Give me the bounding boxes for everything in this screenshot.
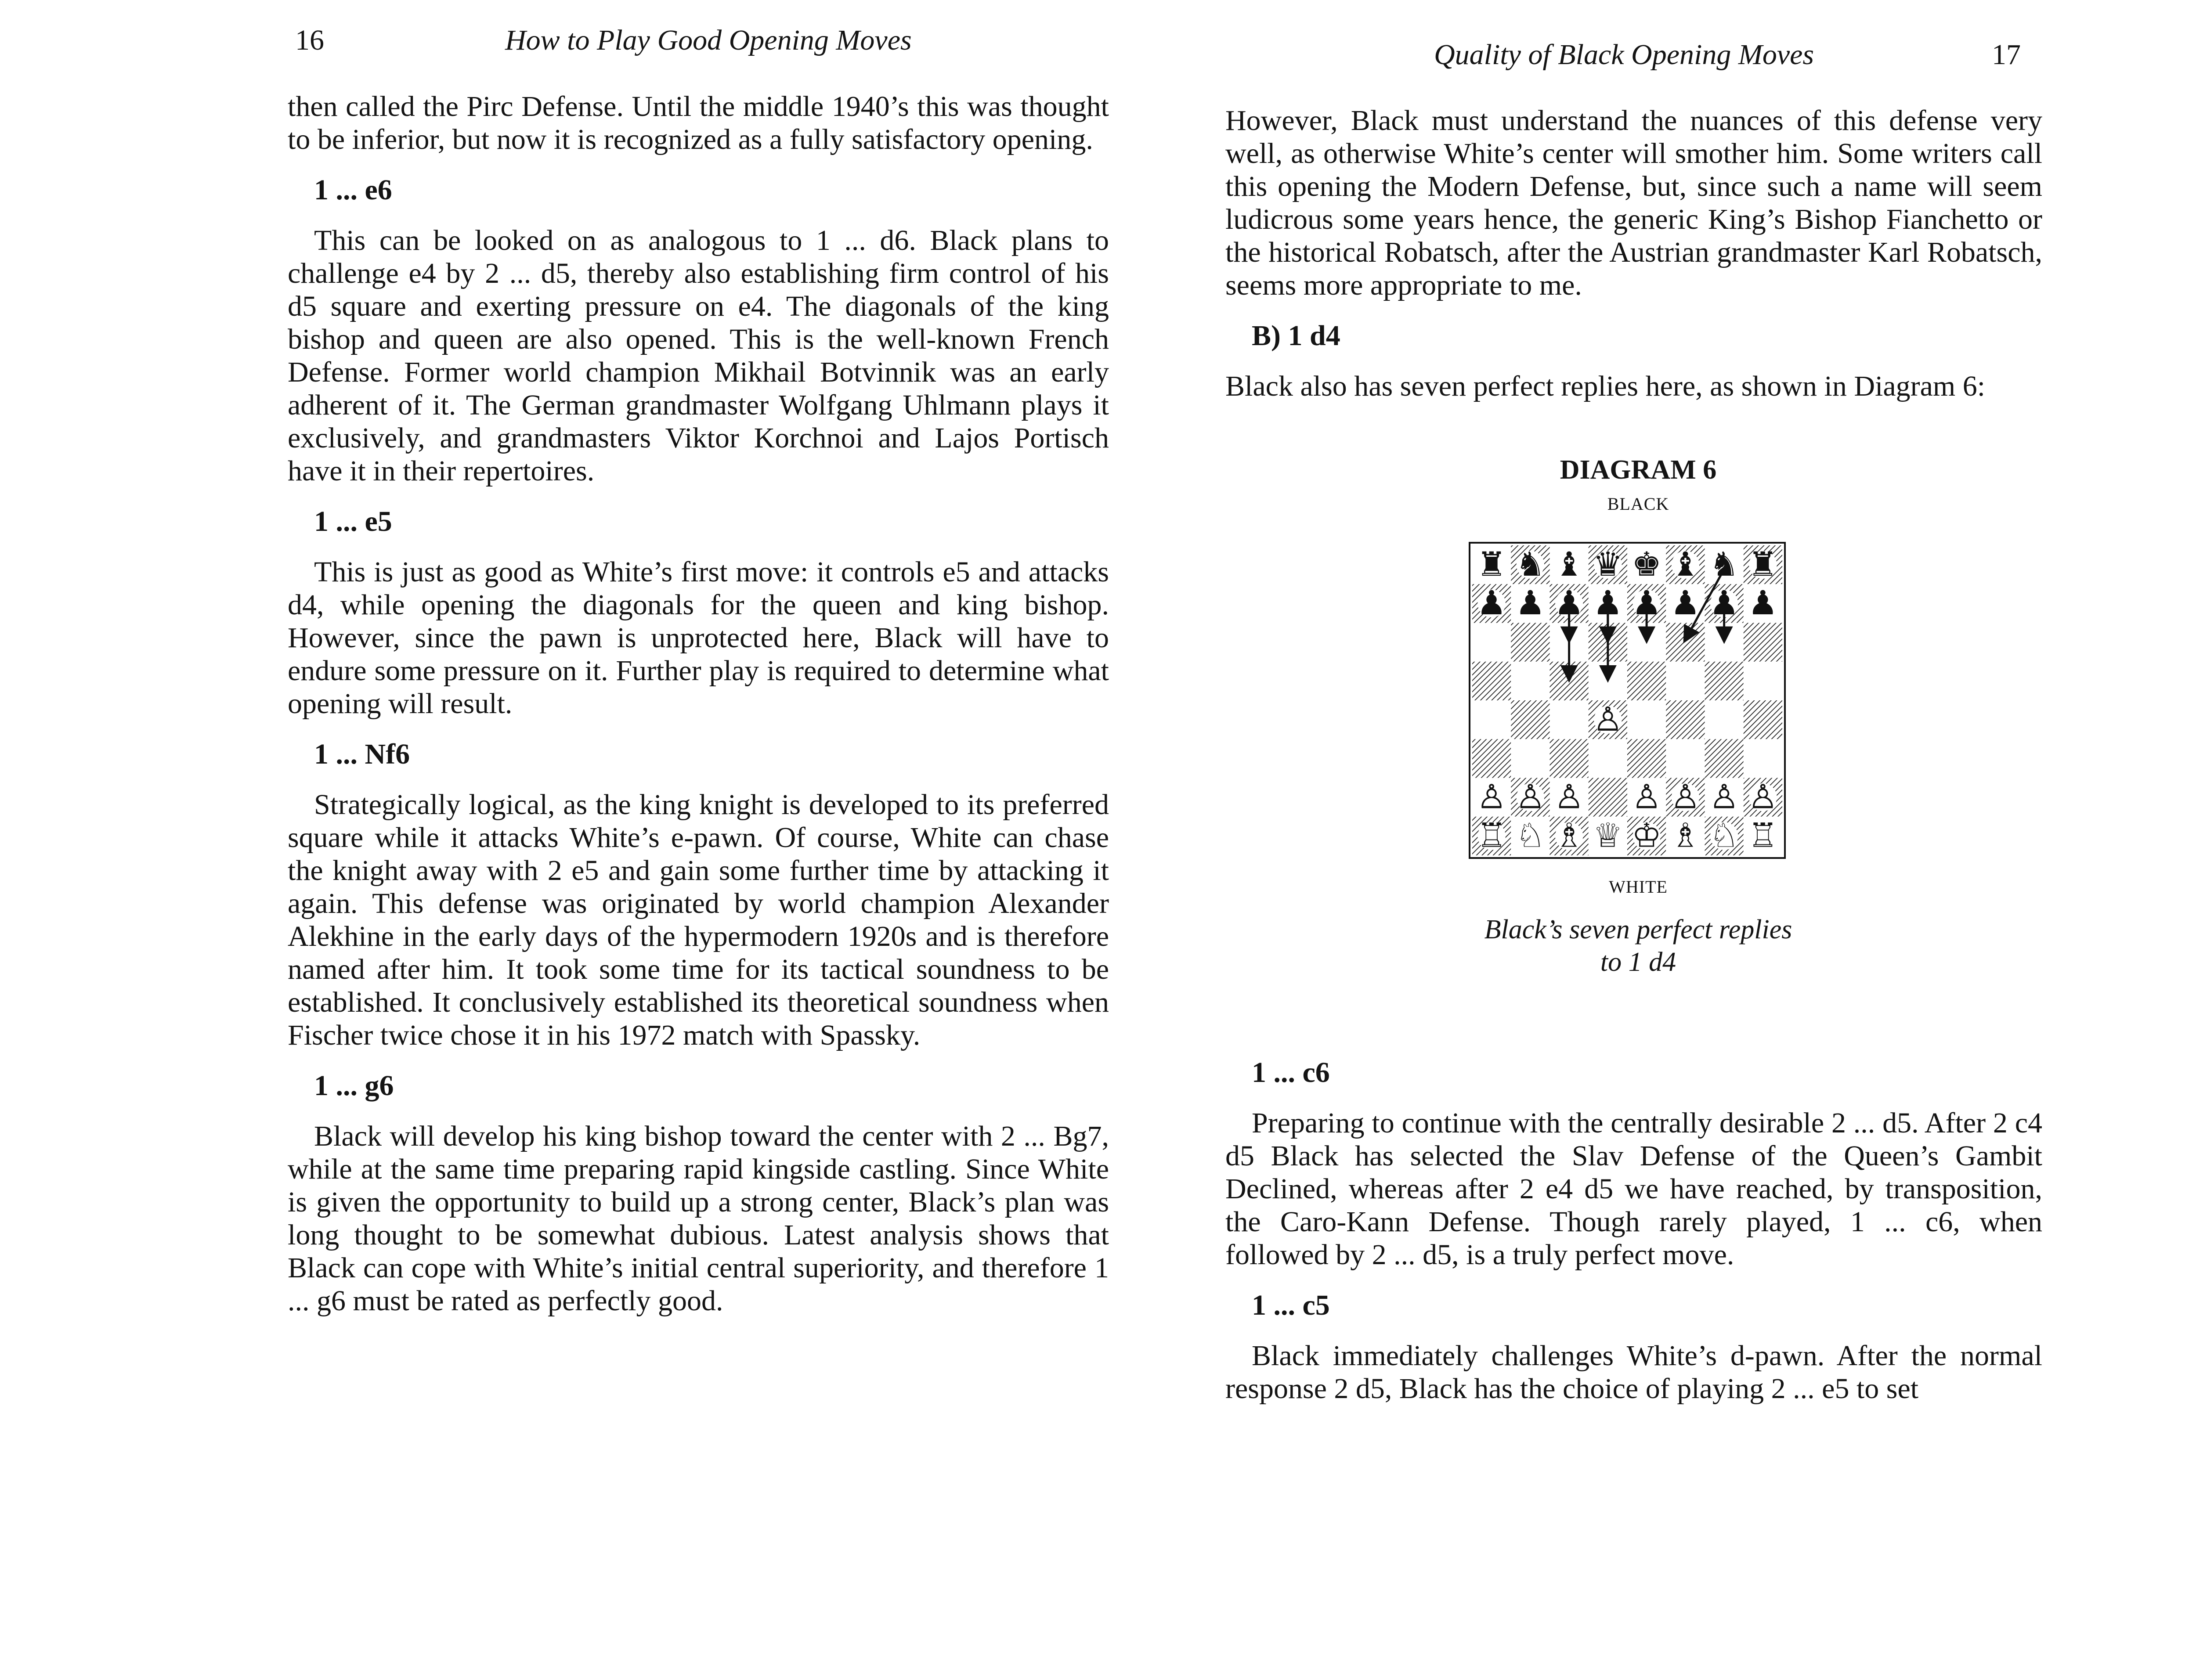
- white-piece: ♙: [1632, 777, 1662, 816]
- black-piece: ♟: [1554, 584, 1584, 623]
- board-square: [1627, 739, 1666, 778]
- white-piece: ♙: [1670, 777, 1701, 816]
- board-square: [1627, 662, 1666, 700]
- move-heading: 1 ... c6: [1252, 1056, 1330, 1089]
- black-piece: ♟: [1709, 584, 1739, 623]
- black-piece: ♟: [1593, 584, 1623, 623]
- white-piece: ♙: [1554, 777, 1584, 816]
- left-page-number: 16: [295, 24, 324, 56]
- diagram-caption-line-1: Black’s seven perfect replies: [1484, 915, 1792, 945]
- board-square: [1705, 662, 1744, 700]
- move-heading: 1 ... e5: [314, 505, 392, 537]
- board-square: [1511, 700, 1549, 739]
- body-paragraph: Black also has seven perfect replies here, as shown in Diagram 6:: [1225, 370, 1986, 402]
- black-piece: ♞: [1515, 544, 1546, 584]
- board-square: [1744, 623, 1782, 662]
- board-square: [1550, 700, 1589, 739]
- diagram-6: [1441, 452, 1836, 517]
- board-square: [1666, 700, 1705, 739]
- board-square: [1744, 700, 1782, 739]
- diagram-top-label: BLACK: [1607, 494, 1669, 514]
- white-piece: ♗: [1554, 816, 1584, 855]
- left-page-body: [288, 90, 1109, 1335]
- black-piece: ♜: [1748, 544, 1778, 584]
- chess-board: [1467, 540, 1788, 865]
- board-square: [1744, 739, 1782, 778]
- board-square: [1589, 778, 1627, 817]
- white-piece: ♕: [1593, 816, 1623, 855]
- board-square: [1705, 700, 1744, 739]
- board-square: [1511, 662, 1549, 700]
- body-paragraph: Black will develop his king bishop toward the center with 2 ... Bg7, while at the same time preparing rapid kingside castling. Since White is given the opportunity to build up a strong center, Black’s plan was long thought to be somewhat dubious. Latest analysis shows that Black can cope with White’s initial central superiority, and therefore 1 ... g6 must be rated as perfectly good.: [288, 1120, 1109, 1317]
- black-piece: ♝: [1554, 544, 1584, 584]
- black-piece: ♜: [1477, 544, 1507, 584]
- move-heading: B) 1 d4: [1252, 320, 1340, 352]
- move-heading: 1 ... g6: [314, 1070, 394, 1102]
- black-piece: ♝: [1670, 544, 1701, 584]
- board-square: [1511, 739, 1549, 778]
- white-piece: ♙: [1515, 777, 1546, 816]
- right-page-body-top: [1225, 104, 2042, 420]
- white-piece: ♔: [1632, 816, 1662, 855]
- left-running-head: How to Play Good Opening Moves: [505, 24, 912, 56]
- body-paragraph: Preparing to continue with the centrally desirable 2 ... d5. After 2 c4 d5 Black has selected the Slav Defense of the Queen’s Gambit Declined, whereas after 2 e4 d5 we have reached, by transposition, the Caro-Kann Defense. Though rarely played, 1 ... c6, when followed by 2 ... d5, is a truly perfect move.: [1225, 1107, 2042, 1271]
- body-paragraph: then called the Pirc Defense. Until the middle 1940’s this was thought to be inferior, but now it is recognized as a fully satisfactory opening.: [288, 90, 1109, 155]
- right-running-head: Quality of Black Opening Moves: [1434, 39, 1814, 71]
- board-square: [1627, 700, 1666, 739]
- white-piece: ♖: [1477, 816, 1507, 855]
- board-square: [1744, 662, 1782, 700]
- diagram-caption-line-2: to 1 d4: [1600, 947, 1676, 977]
- board-square: [1472, 662, 1511, 700]
- board-square: [1666, 739, 1705, 778]
- white-piece: ♗: [1670, 816, 1701, 855]
- board-square: [1472, 623, 1511, 662]
- move-heading: 1 ... c5: [1252, 1289, 1330, 1321]
- white-piece: ♙: [1709, 777, 1739, 816]
- white-piece: ♙: [1593, 699, 1623, 739]
- black-piece: ♞: [1709, 544, 1739, 584]
- black-piece: ♟: [1632, 584, 1662, 623]
- diagram-title: DIAGRAM 6: [1560, 455, 1717, 485]
- black-piece: ♟: [1515, 584, 1546, 623]
- body-paragraph: This is just as good as White’s first move: it controls e5 and attacks d4, while opening the diagonals for the queen and king bishop. However, since the pawn is unprotected here, Black will have to endure some pressure on it. Further play is required to determine what opening will result.: [288, 556, 1109, 720]
- right-page-number: 17: [1992, 39, 2021, 71]
- white-piece: ♘: [1709, 816, 1739, 855]
- board-square: [1511, 623, 1549, 662]
- board-square: [1472, 700, 1511, 739]
- white-piece: ♙: [1477, 777, 1507, 816]
- diagram-bottom-label: WHITE: [1609, 877, 1668, 897]
- board-square: [1589, 739, 1627, 778]
- board-square: [1472, 739, 1511, 778]
- right-page-body-bottom: [1225, 1056, 2042, 1423]
- board-square: [1666, 662, 1705, 700]
- board-square: [1705, 739, 1744, 778]
- black-piece: ♟: [1477, 584, 1507, 623]
- body-paragraph: Strategically logical, as the king knight is developed to its preferred square while it attacks White’s e-pawn. Of course, White can chase the knight away with 2 e5 and gain some further time by attacking it again. This defense was originated by world champion Alexander Alekhine in the early days of the hypermodern 1920s and is therefore named after him. It took some time for its tactical soundness to be established. It conclusively established its theoretical soundness when Fischer twice chose it in his 1972 match with Spassky.: [288, 789, 1109, 1051]
- black-piece: ♟: [1748, 584, 1778, 623]
- diagram-bottom: [1441, 874, 1836, 978]
- body-paragraph: Black immediately challenges White’s d-pawn. After the normal response 2 d5, Black has the choice of playing 2 ... e5 to set: [1225, 1340, 2042, 1405]
- move-heading: 1 ... Nf6: [314, 738, 410, 770]
- white-piece: ♙: [1748, 777, 1778, 816]
- black-piece: ♟: [1670, 584, 1701, 623]
- chess-board-svg: [1467, 540, 1788, 865]
- black-piece: ♛: [1593, 544, 1623, 584]
- board-square: [1666, 623, 1705, 662]
- white-piece: ♖: [1748, 816, 1778, 855]
- white-piece: ♘: [1515, 816, 1546, 855]
- move-heading: 1 ... e6: [314, 174, 392, 206]
- board-square: [1550, 739, 1589, 778]
- body-paragraph: However, Black must understand the nuances of this defense very well, as otherwise White’s center will smother him. Some writers call this opening the Modern Defense, but, since such a name will seem ludicrous some years hence, the generic King’s Bishop Fianchetto or the historical Robatsch, after the Austrian grandmaster Karl Robatsch, seems more appropriate to me.: [1225, 105, 2042, 301]
- black-piece: ♚: [1632, 544, 1662, 584]
- body-paragraph: This can be looked on as analogous to 1 ... d6. Black plans to challenge e4 by 2 ... d5, thereby also establishing firm control of his d5 square and exerting pressure on e4. The diagonals of the king bishop and queen are also opened. This is the well-known French Defense. Former world champion Mikhail Botvinnik was an early adherent of it. The German grandmaster Wolfgang Uhlmann plays it exclusively, and grandmasters Viktor Korchnoi and Lajos Portisch have it in their repertoires.: [288, 224, 1109, 487]
